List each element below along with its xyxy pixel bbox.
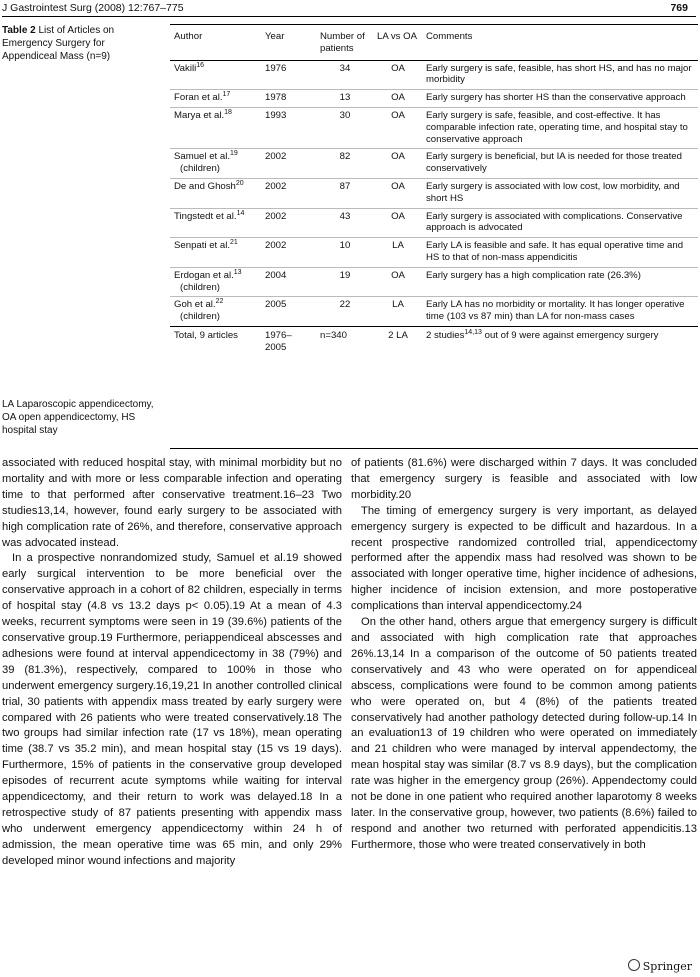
patients-cell: 30 (316, 107, 373, 148)
year-cell: 1978 (261, 90, 316, 108)
patients-cell: 87 (316, 178, 373, 208)
author-name: Vakili (174, 62, 197, 74)
author-name: Samuel et al. (174, 151, 230, 163)
year-cell: 2005 (265, 299, 287, 311)
publisher-logo (628, 959, 692, 973)
author-cell (170, 208, 261, 238)
body-column-right (351, 456, 697, 854)
table-label: Table 2 (2, 25, 36, 36)
comment-cell: Early LA is feasible and safe. It has equal operative time and HS to that of non-mass appendicitis (422, 238, 698, 268)
articles-table (170, 28, 698, 357)
author-ref: 17 (222, 91, 231, 98)
author-cell (170, 267, 261, 297)
total-label: Total, 9 articles (170, 326, 261, 356)
right-paragraph-1: of patients (81.6%) were discharged within 7 days. It was concluded that emergency surgery is feasible and associated with low morbidity.20 (351, 457, 697, 501)
col-header-author: Author (170, 28, 261, 60)
col-header-laoa: LA vs OA (373, 28, 422, 60)
year-cell: 2002 (261, 238, 316, 268)
year-cell: 2002 (261, 208, 316, 238)
col-header-comments: Comments (422, 28, 698, 60)
author-name: Marya et al. (174, 109, 225, 121)
total-laoa: 2 LA (373, 326, 422, 356)
author-cell (170, 178, 261, 208)
total-comment-pre: 2 studies (426, 329, 465, 341)
body-column-left (2, 456, 342, 870)
author-name: Tingstedt et al. (174, 210, 237, 222)
table-total-row (170, 326, 698, 356)
total-years: 1976–2005 (261, 326, 316, 356)
table-header-row (170, 28, 698, 60)
col-header-patients: Number of patients (316, 28, 373, 60)
year-cell: 1993 (261, 107, 316, 148)
total-comment (422, 326, 698, 356)
right-paragraph-3: On the other hand, others argue that emergency surgery is difficult and associated with high complication rate that approaches 26%.13,14 In a comparison of the outcome of 50 patients treated conservatively and 43 who were operated on for appendiceal abscess, complications were found to be common among patients who were operated on, but 4 (8%) of the patients treated conservatively had another pathology detected during follow-up.14 In an evaluation13 of 19 children who were operated on immediately and 21 children who were managed by interval appendectomy, the mean hospital stay was similar (8.7 vs 8.9 days), but the complication rate was higher in the emergency group (26%). Appendectomy could not be done in one patient who required another laparotomy 8 weeks later. In the conservative group, however, two patients (8.6%) failed to respond and another two returned with perforated appendicitis.13 Furthermore, those who were treated conservatively in both (351, 616, 697, 851)
total-patients: n=340 (316, 326, 373, 356)
author-cell (170, 60, 261, 90)
author-ref: 19 (230, 150, 238, 158)
springer-horse-icon (628, 959, 640, 971)
comment-cell: Early surgery is beneficial, but IA is needed for those treated conservatively (422, 149, 698, 179)
author-name: De and Ghosh (174, 180, 236, 192)
author-name: Erdogan et al. (174, 269, 234, 281)
total-comment-ref: 14,13 (464, 328, 482, 336)
left-paragraph-1: associated with reduced hospital stay, with minimal morbidity but no mortality and with more or less comparable infection and operating time to that performed after conservative treatment.16–23 Two studies13,14, however, found early surgery to be associated with high complication rate of 26%, and therefore, conservative approach was advocated instead. (2, 457, 342, 549)
author-ref: 21 (230, 238, 238, 246)
author-cell (170, 149, 261, 179)
author-name: Foran et al. (174, 92, 223, 104)
table-row (170, 178, 698, 208)
patients-cell: 19 (316, 267, 373, 297)
table-row (170, 90, 698, 108)
table-row (170, 297, 698, 327)
author-subgroup: (children) (180, 281, 220, 293)
comment-cell: Early surgery is associated with low cost, low morbidity, and short HS (422, 178, 698, 208)
author-ref: 22 (215, 298, 224, 306)
author-ref: 18 (224, 108, 232, 116)
table-caption (2, 24, 152, 63)
table-row (170, 267, 698, 297)
laoa-cell: LA (392, 299, 404, 311)
author-cell (170, 238, 261, 268)
journal-citation: J Gastrointest Surg (2008) 12:767–775 (2, 2, 184, 14)
author-ref: 16 (196, 61, 205, 69)
laoa-cell: OA (373, 267, 422, 297)
author-ref: 13 (233, 268, 242, 276)
left-paragraph-2: In a prospective nonrandomized study, Samuel et al.19 showed early surgical intervention to be more beneficial over the conservative approach in a cohort of 82 children, especially in terms of hospital stay (4.8 vs 13.2 days p< 0.05).19 At a mean of 4.3 weeks, recurrent symptoms were seen in 19 (39.6%) patients of the conservative group.19 Furthermore, periappendiceal abscesses and adhesions were found at interval appendicectomy in 38 (79%) and 39 (81.3%), respectively, compared to 100% in those who underwent emergency surgery.16,19,21 In another controlled clinical trial, 30 patients with appendix mass treated by early surgery were compared with 26 patients who were treated conservatively.18 The two groups had similar infection rate (17 vs 18%), mean operating time (38.7 vs 35.2 min), and mean hospital stay (15 vs 19 days). Furthermore, 15% of patients in the conservative group developed episodes of recurrent acute symptoms while waiting for interval appendicectomy, and their return to work was delayed.18 In a retrospective study of 87 patients presenting with appendix mass who underwent emergency appendicectomy within 24 h of admission, the mean operative time was 65 min, and only 29% developed minor wound infections and majority (2, 552, 342, 867)
laoa-cell: OA (373, 149, 422, 179)
author-cell (170, 90, 261, 108)
comment-cell: Early LA has no morbidity or mortality. It has longer operative time (103 vs 87 min) than LA for non-mass cases (426, 299, 685, 323)
right-paragraph-2: The timing of emergency surgery is very important, as delayed emergency surgery is expected to be difficult and hazardous. In a recent prospective randomized controlled trial, appendicectomy performed after the appendix mass had resolved was shown to be associated with longer operative time, higher incidence of adhesions, higher incidence of incision extension, and more postoperative complications than interval appendicectomy.24 (351, 504, 697, 613)
comment-cell: Early surgery is associated with complications. Conservative approach is advocated (422, 208, 698, 238)
total-comment-post: out of 9 were against emergency surgery (481, 329, 659, 341)
patients-cell: 43 (316, 208, 373, 238)
table-title: List of Articles on Emergency Surgery for Appendiceal Mass (n=9) (2, 25, 115, 62)
comment-cell: Early surgery has shorter HS than the conservative approach (422, 90, 698, 108)
author-ref: 14 (236, 209, 245, 217)
comment-cell: Early surgery is safe, feasible, has short HS, and has no major morbidity (422, 60, 698, 90)
year-cell: 2002 (261, 149, 316, 179)
patients-cell: 13 (316, 90, 373, 108)
author-subgroup: (children) (180, 311, 220, 323)
table-row (170, 107, 698, 148)
table-row (170, 208, 698, 238)
author-ref: 20 (235, 179, 244, 187)
table-row (170, 238, 698, 268)
patients-cell: 10 (316, 238, 373, 268)
table-footnote: LA Laparoscopic appendicectomy, OA open appendicectomy, HS hospital stay (2, 399, 154, 436)
author-name: Senpati et al. (174, 240, 231, 252)
laoa-cell: LA (373, 238, 422, 268)
running-head (2, 2, 696, 17)
laoa-cell: OA (373, 208, 422, 238)
publisher-name: Springer (642, 960, 692, 973)
author-subgroup: (children) (180, 163, 220, 175)
comment-cell: Early surgery is safe, feasible, and cost-effective. It has comparable infection rate, operating time, and hospital stay to conservative approach (422, 107, 698, 148)
patients-cell: 34 (316, 60, 373, 90)
table-row (170, 60, 698, 90)
patients-cell: 22 (339, 299, 351, 311)
page-number: 769 (670, 2, 688, 14)
laoa-cell: OA (373, 178, 422, 208)
col-header-year: Year (261, 28, 316, 60)
year-cell: 1976 (261, 60, 316, 90)
table-top-rule (170, 24, 698, 25)
year-cell: 2002 (261, 178, 316, 208)
laoa-cell: OA (373, 60, 422, 90)
laoa-cell: OA (373, 90, 422, 108)
author-cell (170, 107, 261, 148)
table-row (170, 149, 698, 179)
table-bottom-rule (170, 448, 698, 449)
author-cell (170, 297, 261, 327)
year-cell: 2004 (261, 267, 316, 297)
author-name: Goh et al. (174, 299, 216, 311)
comment-cell: Early surgery has a high complication rate (26.3%) (422, 267, 698, 297)
patients-cell: 82 (316, 149, 373, 179)
laoa-cell: OA (373, 107, 422, 148)
